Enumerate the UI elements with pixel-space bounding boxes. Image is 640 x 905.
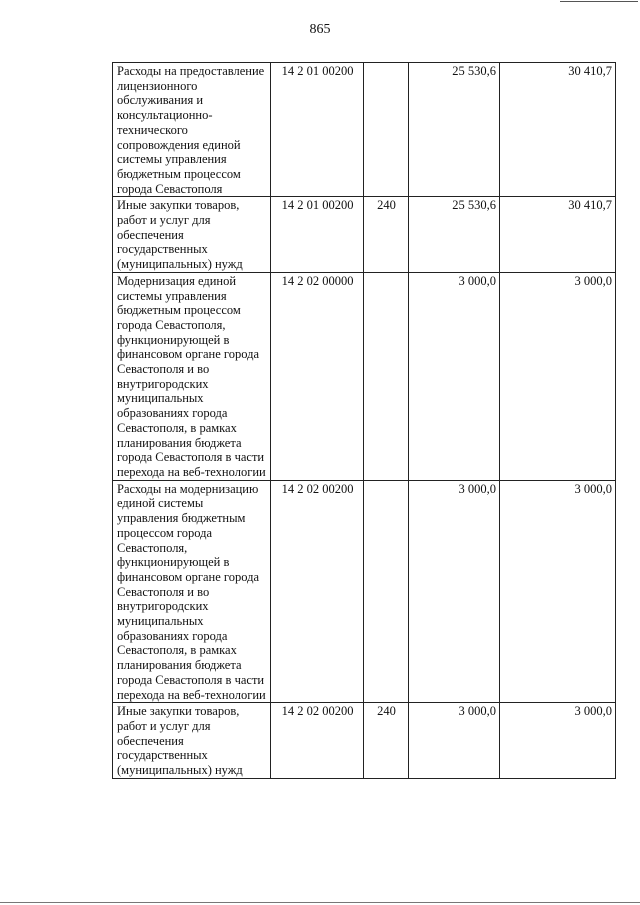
amount-year2-cell: 30 410,7	[500, 197, 616, 273]
page-number: 865	[309, 22, 331, 37]
amount-year1-cell: 25 530,6	[409, 197, 500, 273]
budget-table	[112, 62, 616, 779]
table-row	[113, 480, 616, 703]
scan-edge-line-bottom	[0, 902, 640, 903]
expense-name-cell: Расходы на предоставление лицензионного обслуживания и консультационно-технического сопровождения единой системы управления бюджетным процессом города Севастополя	[113, 63, 271, 197]
amount-year1-cell: 3 000,0	[409, 703, 500, 779]
expense-type-cell	[364, 480, 409, 703]
table-row	[113, 197, 616, 273]
expense-type-cell: 240	[364, 703, 409, 779]
amount-year1-cell: 3 000,0	[409, 272, 500, 480]
amount-year1-cell: 3 000,0	[409, 480, 500, 703]
table-row	[113, 703, 616, 779]
target-code-cell: 14 2 01 00200	[271, 197, 364, 273]
scan-edge-line-top	[560, 1, 638, 2]
expense-type-cell: 240	[364, 197, 409, 273]
amount-year1-cell: 25 530,6	[409, 63, 500, 197]
expense-type-cell	[364, 63, 409, 197]
expense-type-cell	[364, 272, 409, 480]
amount-year2-cell: 3 000,0	[500, 703, 616, 779]
expense-name-cell: Иные закупки товаров, работ и услуг для обеспечения государственных (муниципальных) нужд	[113, 703, 271, 779]
target-code-cell: 14 2 01 00200	[271, 63, 364, 197]
table-row	[113, 63, 616, 197]
table-row	[113, 272, 616, 480]
amount-year2-cell: 30 410,7	[500, 63, 616, 197]
amount-year2-cell: 3 000,0	[500, 272, 616, 480]
expense-name-cell: Модернизация единой системы управления бюджетным процессом города Севастополя, функционирующей в финансовом органе города Севастополя и во внутригородских муниципальных образованиях города Севастополя, в рамках планирования бюджета города Севастополя в части перехода на веб-технологии	[113, 272, 271, 480]
amount-year2-cell: 3 000,0	[500, 480, 616, 703]
target-code-cell: 14 2 02 00000	[271, 272, 364, 480]
expense-name-cell: Расходы на модернизацию единой системы управления бюджетным процессом города Севастополя, функционирующей в финансовом органе города Севастополя и во внутригородских муниципальных образованиях города Севастополя, в рамках планирования бюджета города Севастополя в части перехода на веб-технологии	[113, 480, 271, 703]
target-code-cell: 14 2 02 00200	[271, 480, 364, 703]
target-code-cell: 14 2 02 00200	[271, 703, 364, 779]
expense-name-cell: Иные закупки товаров, работ и услуг для обеспечения государственных (муниципальных) нужд	[113, 197, 271, 273]
